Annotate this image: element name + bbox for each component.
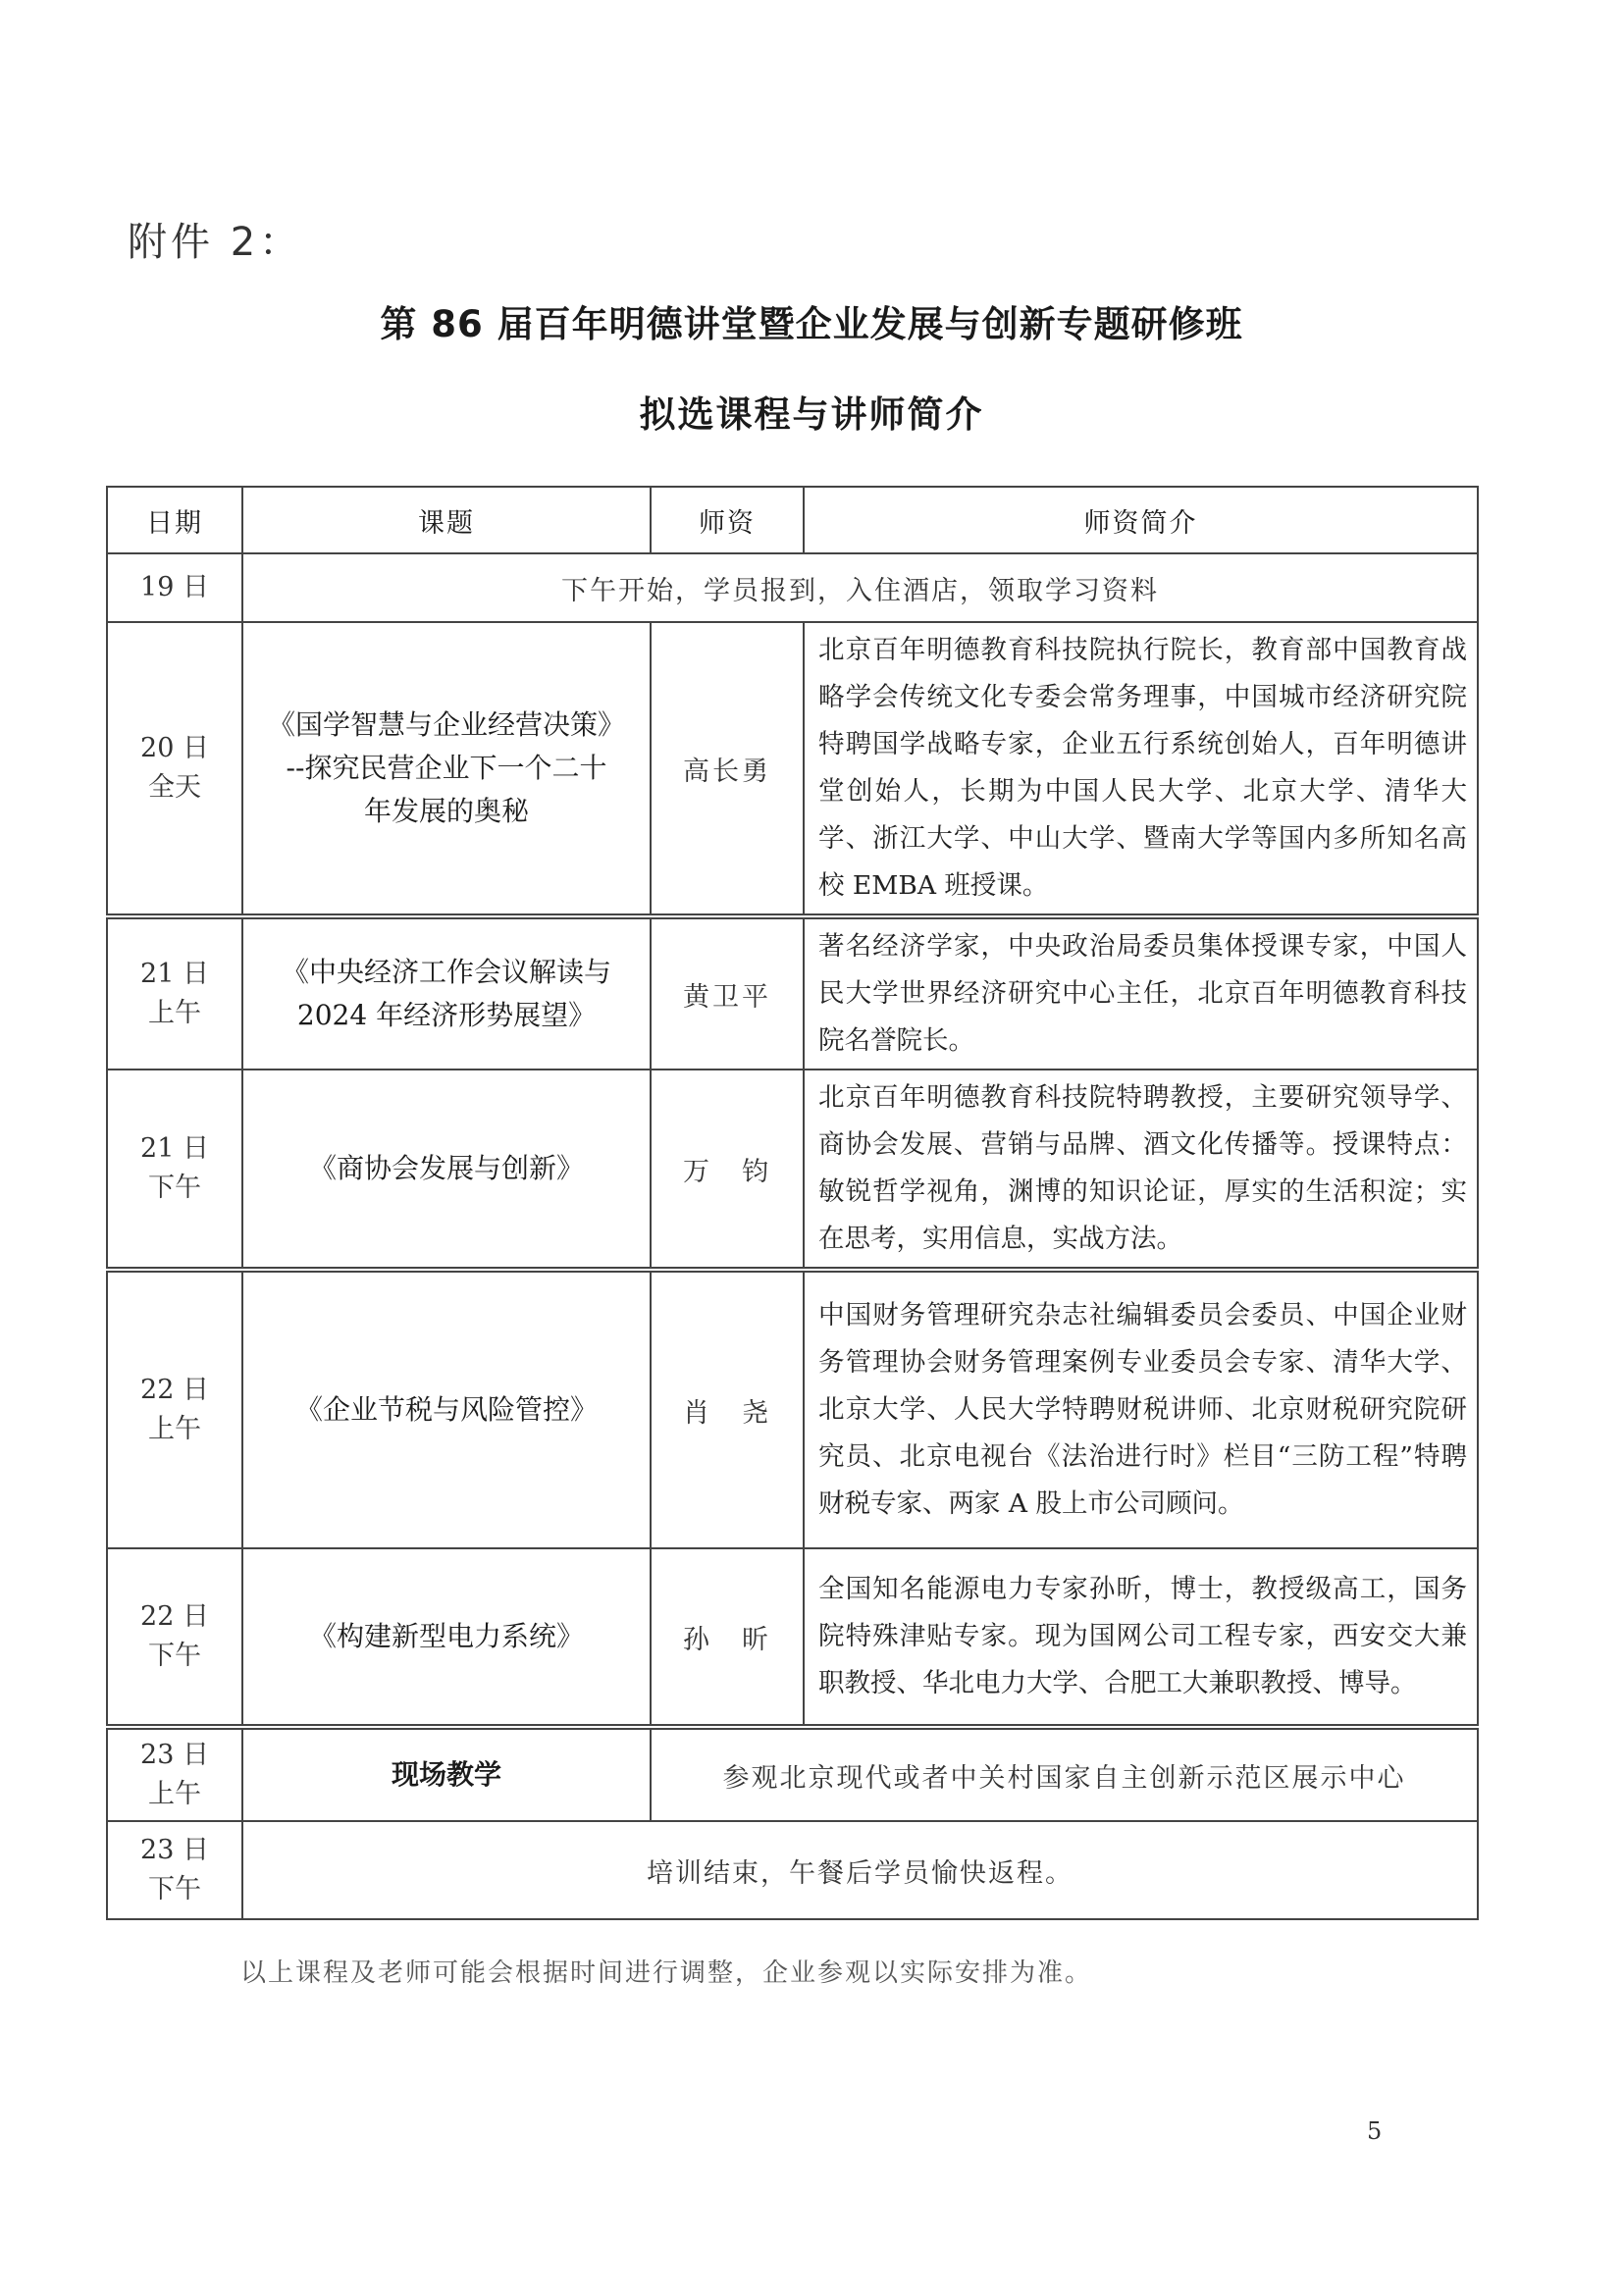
attachment-label: 附件 2：	[128, 220, 303, 265]
date-period: 全天	[148, 772, 201, 803]
row-date	[107, 916, 242, 1070]
date-period: 上午	[148, 1779, 201, 1809]
date-day: 21 日	[140, 1133, 209, 1164]
table-row	[107, 916, 1478, 1070]
row-teacher: 孙 昕	[651, 1548, 804, 1727]
row-intro: 北京百年明德教育科技院执行院长，教育部中国教育战略学会传统文化专委会常务理事，中国城市经济研究院特聘国学战略专家，企业五行系统创始人，百年明德讲堂创始人，长期为中国人民大学、北京大学、清华大学、浙江大学、中山大学、暨南大学等国内多所知名高校 EMBA 班授课。	[804, 622, 1478, 916]
table-row	[107, 1548, 1478, 1727]
date-day: 22 日	[140, 1601, 209, 1632]
topic-line: 《中央经济工作会议解读与	[281, 956, 611, 988]
row-date	[107, 1727, 242, 1821]
table-row	[107, 553, 1478, 622]
topic-line: --探究民营企业下一个二十	[286, 752, 607, 784]
date-day: 23 日	[140, 1740, 209, 1770]
date-period: 下午	[148, 1173, 201, 1203]
date-period: 上午	[148, 1414, 201, 1444]
row-teacher: 黄卫平	[651, 916, 804, 1070]
topic-line: 2024 年经济形势展望》	[296, 999, 597, 1031]
table-row	[107, 1821, 1478, 1919]
date-day: 20 日	[140, 733, 209, 763]
table-header-row	[107, 487, 1478, 553]
row-date	[107, 622, 242, 916]
row-date	[107, 1821, 242, 1919]
date-period: 下午	[148, 1641, 201, 1671]
schedule-table-wrapper	[106, 486, 1480, 1920]
row-topic: 《企业节税与风险管控》	[242, 1270, 651, 1548]
row-topic: 《商协会发展与创新》	[242, 1070, 651, 1270]
header-topic: 课题	[242, 487, 651, 553]
date-period: 下午	[148, 1874, 201, 1905]
page-number: 5	[1367, 2117, 1383, 2145]
header-teacher: 师资	[651, 487, 804, 553]
date-period: 上午	[148, 998, 201, 1028]
row-arrival-text: 下午开始，学员报到，入住酒店，领取学习资料	[242, 553, 1478, 622]
row-date: 19 日	[107, 553, 242, 622]
header-date: 日期	[107, 487, 242, 553]
row-teacher: 万 钧	[651, 1070, 804, 1270]
row-date	[107, 1070, 242, 1270]
document-title: 第 86 届百年明德讲堂暨企业发展与创新专题研修班	[380, 303, 1243, 345]
row-intro: 参观北京现代或者中关村国家自主创新示范区展示中心	[651, 1727, 1478, 1821]
table-row	[107, 1070, 1478, 1270]
table-row	[107, 622, 1478, 916]
row-intro: 中国财务管理研究杂志社编辑委员会委员、中国企业财务管理协会财务管理案例专业委员会专家、清华大学、北京大学、人民大学特聘财税讲师、北京财税研究院研究员、北京电视台《法治进行时》栏目“三防工程”特聘财税专家、两家 A 股上市公司顾问。	[804, 1270, 1478, 1548]
row-topic	[242, 622, 651, 916]
row-intro: 著名经济学家，中央政治局委员集体授课专家，中国人民大学世界经济研究中心主任，北京百年明德教育科技院名誉院长。	[804, 916, 1478, 1070]
header-intro: 师资简介	[804, 487, 1478, 553]
row-date	[107, 1548, 242, 1727]
row-date	[107, 1270, 242, 1548]
date-day: 21 日	[140, 959, 209, 989]
row-topic: 《构建新型电力系统》	[242, 1548, 651, 1727]
date-day: 23 日	[140, 1835, 209, 1865]
row-intro: 全国知名能源电力专家孙昕，博士，教授级高工，国务院特殊津贴专家。现为国网公司工程专家，西安交大兼职教授、华北电力大学、合肥工大兼职教授、博导。	[804, 1548, 1478, 1727]
row-topic: 现场教学	[242, 1727, 651, 1821]
document-subtitle: 拟选课程与讲师简介	[639, 393, 984, 436]
row-closing-text: 培训结束，午餐后学员愉快返程。	[242, 1821, 1478, 1919]
row-teacher: 高长勇	[651, 622, 804, 916]
row-teacher: 肖 尧	[651, 1270, 804, 1548]
topic-line: 年发展的奥秘	[363, 795, 529, 827]
table-row	[107, 1270, 1478, 1548]
topic-line: 《国学智慧与企业经营决策》	[267, 708, 625, 741]
row-intro: 北京百年明德教育科技院特聘教授，主要研究领导学、商协会发展、营销与品牌、酒文化传播等。授课特点：敏锐哲学视角，渊博的知识论证，厚实的生活积淀；实在思考，实用信息，实战方法。	[804, 1070, 1478, 1270]
footer-note: 以上课程及老师可能会根据时间进行调整，企业参观以实际安排为准。	[240, 1958, 1093, 1988]
schedule-table	[106, 486, 1479, 1920]
row-topic	[242, 916, 651, 1070]
table-row	[107, 1727, 1478, 1821]
date-day: 22 日	[140, 1375, 209, 1405]
